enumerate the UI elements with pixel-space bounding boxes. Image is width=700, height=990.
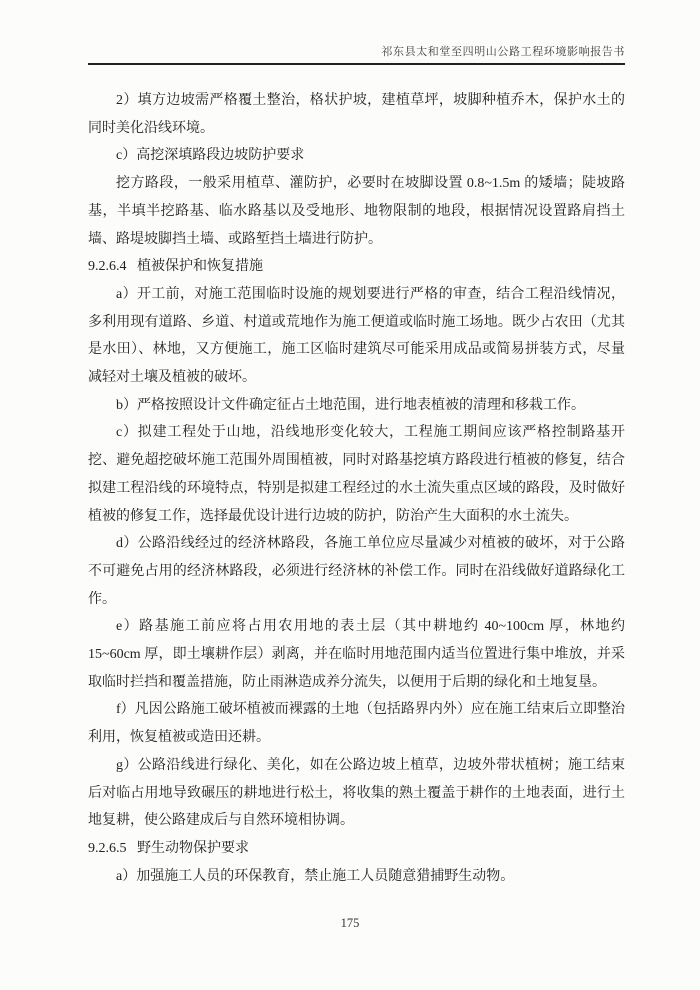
paragraph-item-f: f）凡因公路施工破坏植被而裸露的土地（包括路界内外）应在施工结束后立即整治利用，恢复植被或造田还耕。 — [88, 702, 625, 746]
section-number: 9.2.6.4 — [88, 259, 127, 275]
paragraph-item-d: d）公路沿线经过的经济林路段，各施工单位应尽量减少对植被的破坏，对于公路不可避免占用的经济林路段，必须进行经济林的补偿工作。同时在沿线做好道路绿化工作。 — [88, 536, 625, 607]
paragraph-wildlife-a: a）加强施工人员的环保教育，禁止施工人员随意猎捕野生动物。 — [116, 868, 515, 884]
paragraph-slope-fill: 2）填方边坡需严格覆土整治，格状护坡，建植草坪，坡脚种植乔木，保护水土的同时美化沿线环境。 — [88, 93, 625, 136]
paragraph-item-c: c）拟建工程处于山地，沿线地形变化较大，工程施工期间应该严格控制路基开挖、避免超挖破坏施工范围外周围植被，同时对路基挖填方路段进行植被的修复，结合拟建工程沿线的环境特点，特别是拟建工程经过的水土流失重点区域的路段，及时做好植被的修复工作，选择最优设计进行边坡的防护，防治产生大面积的水土流失。 — [88, 425, 625, 524]
document-body — [88, 87, 625, 890]
page-number: 175 — [340, 916, 360, 930]
section-title: 野生动物保护要求 — [137, 840, 249, 856]
paragraph-item-c-title: c）高挖深填路段边坡防护要求 — [116, 148, 305, 164]
paragraph-cut-section: 挖方路段，一般采用植草、灌防护，必要时在坡脚设置 0.8~1.5m 的矮墙；陡坡路基，半填半挖路基、临水路基以及受地形、地物限制的地段，根据情况设置路肩挡土墙、路堤坡脚挡土墙、或路堑挡土墙进行防护。 — [88, 176, 625, 247]
section-heading-9265 — [88, 835, 625, 863]
section-title: 植被保护和恢复措施 — [137, 259, 263, 275]
header-title: 祁东县太和堂至四明山公路工程环境影响报告书 — [381, 46, 625, 58]
paragraph-item-b: b）严格按照设计文件确定征占土地范围，进行地表植被的清理和移栽工作。 — [116, 397, 585, 413]
paragraph-item-a: a）开工前，对施工范围临时设施的规划要进行严格的审查，结合工程沿线情况，多利用现有道路、乡道、村道或荒地作为施工便道或临时施工场地。既少占农田（尤其是水田）、林地，又方便施工，施工区临时建筑尽可能采用成品或简易拼装方式，尽量减轻对土壤及植被的破坏。 — [88, 286, 625, 386]
header-divider — [88, 63, 625, 65]
paragraph-item-g: g）公路沿线进行绿化、美化，如在公路边坡上植草，边坡外带状植树；施工结束后对临占用地导致碾压的耕地进行松土，将收集的熟土覆盖于耕作的土地表面，进行土地复耕，使公路建成后与自然环境相协调。 — [88, 757, 625, 829]
paragraph-item-e: e）路基施工前应将占用农用地的表土层（其中耕地约 40~100cm 厚，林地约 15~60cm 厚，即土壤耕作层）剥离，并在临时用地范围内适当位置进行集中堆放，并采取临时拦挡和覆盖措施，防止雨淋造成养分流失，以便用于后期的绿化和土地复垦。 — [88, 619, 625, 690]
section-heading-9264 — [88, 253, 625, 281]
running-header — [88, 43, 625, 59]
section-number: 9.2.6.5 — [88, 840, 127, 856]
